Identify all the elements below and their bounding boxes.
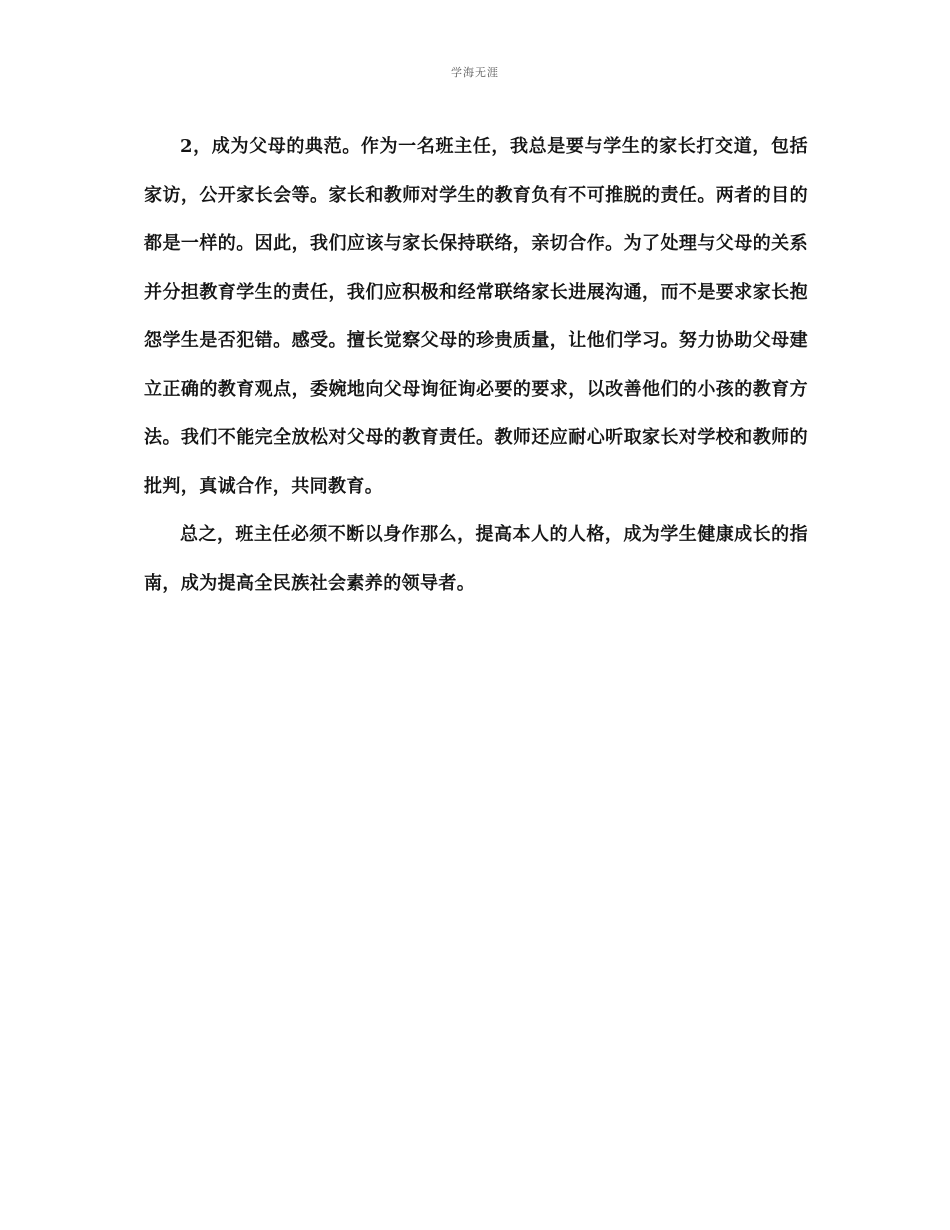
paragraph-conclusion: 总之，班主任必须不断以身作那么，提高本人的人格，成为学生健康成长的指南，成为提高全民族社会素养的领导者。 bbox=[144, 524, 808, 594]
page-header: 学海无涯 bbox=[451, 66, 499, 79]
paragraph-parent-role-model: 2，成为父母的典范。作为一名班主任，我总是要与学生的家长打交道，包括家访，公开家长会等。家长和教师对学生的教育负有不可推脱的责任。两者的目的都是一样的。因此，我们应该与家长保持联络，亲切合作。为了处理与父母的关系并分担教育学生的责任，我们应积极和经常联络家长进展沟通，而不是要求家长抱怨学生是否犯错。感受。擅长觉察父母的珍贵质量，让他们学习。努力协助父母建立正确的教育观点，委婉地向父母询征询必要的要求，以改善他们的小孩的教育方法。我们不能完全放松对父母的教育责任。教师还应耐心听取家长对学校和教师的批判，真诚合作，共同教育。 bbox=[144, 136, 808, 497]
document-body bbox=[144, 123, 808, 608]
